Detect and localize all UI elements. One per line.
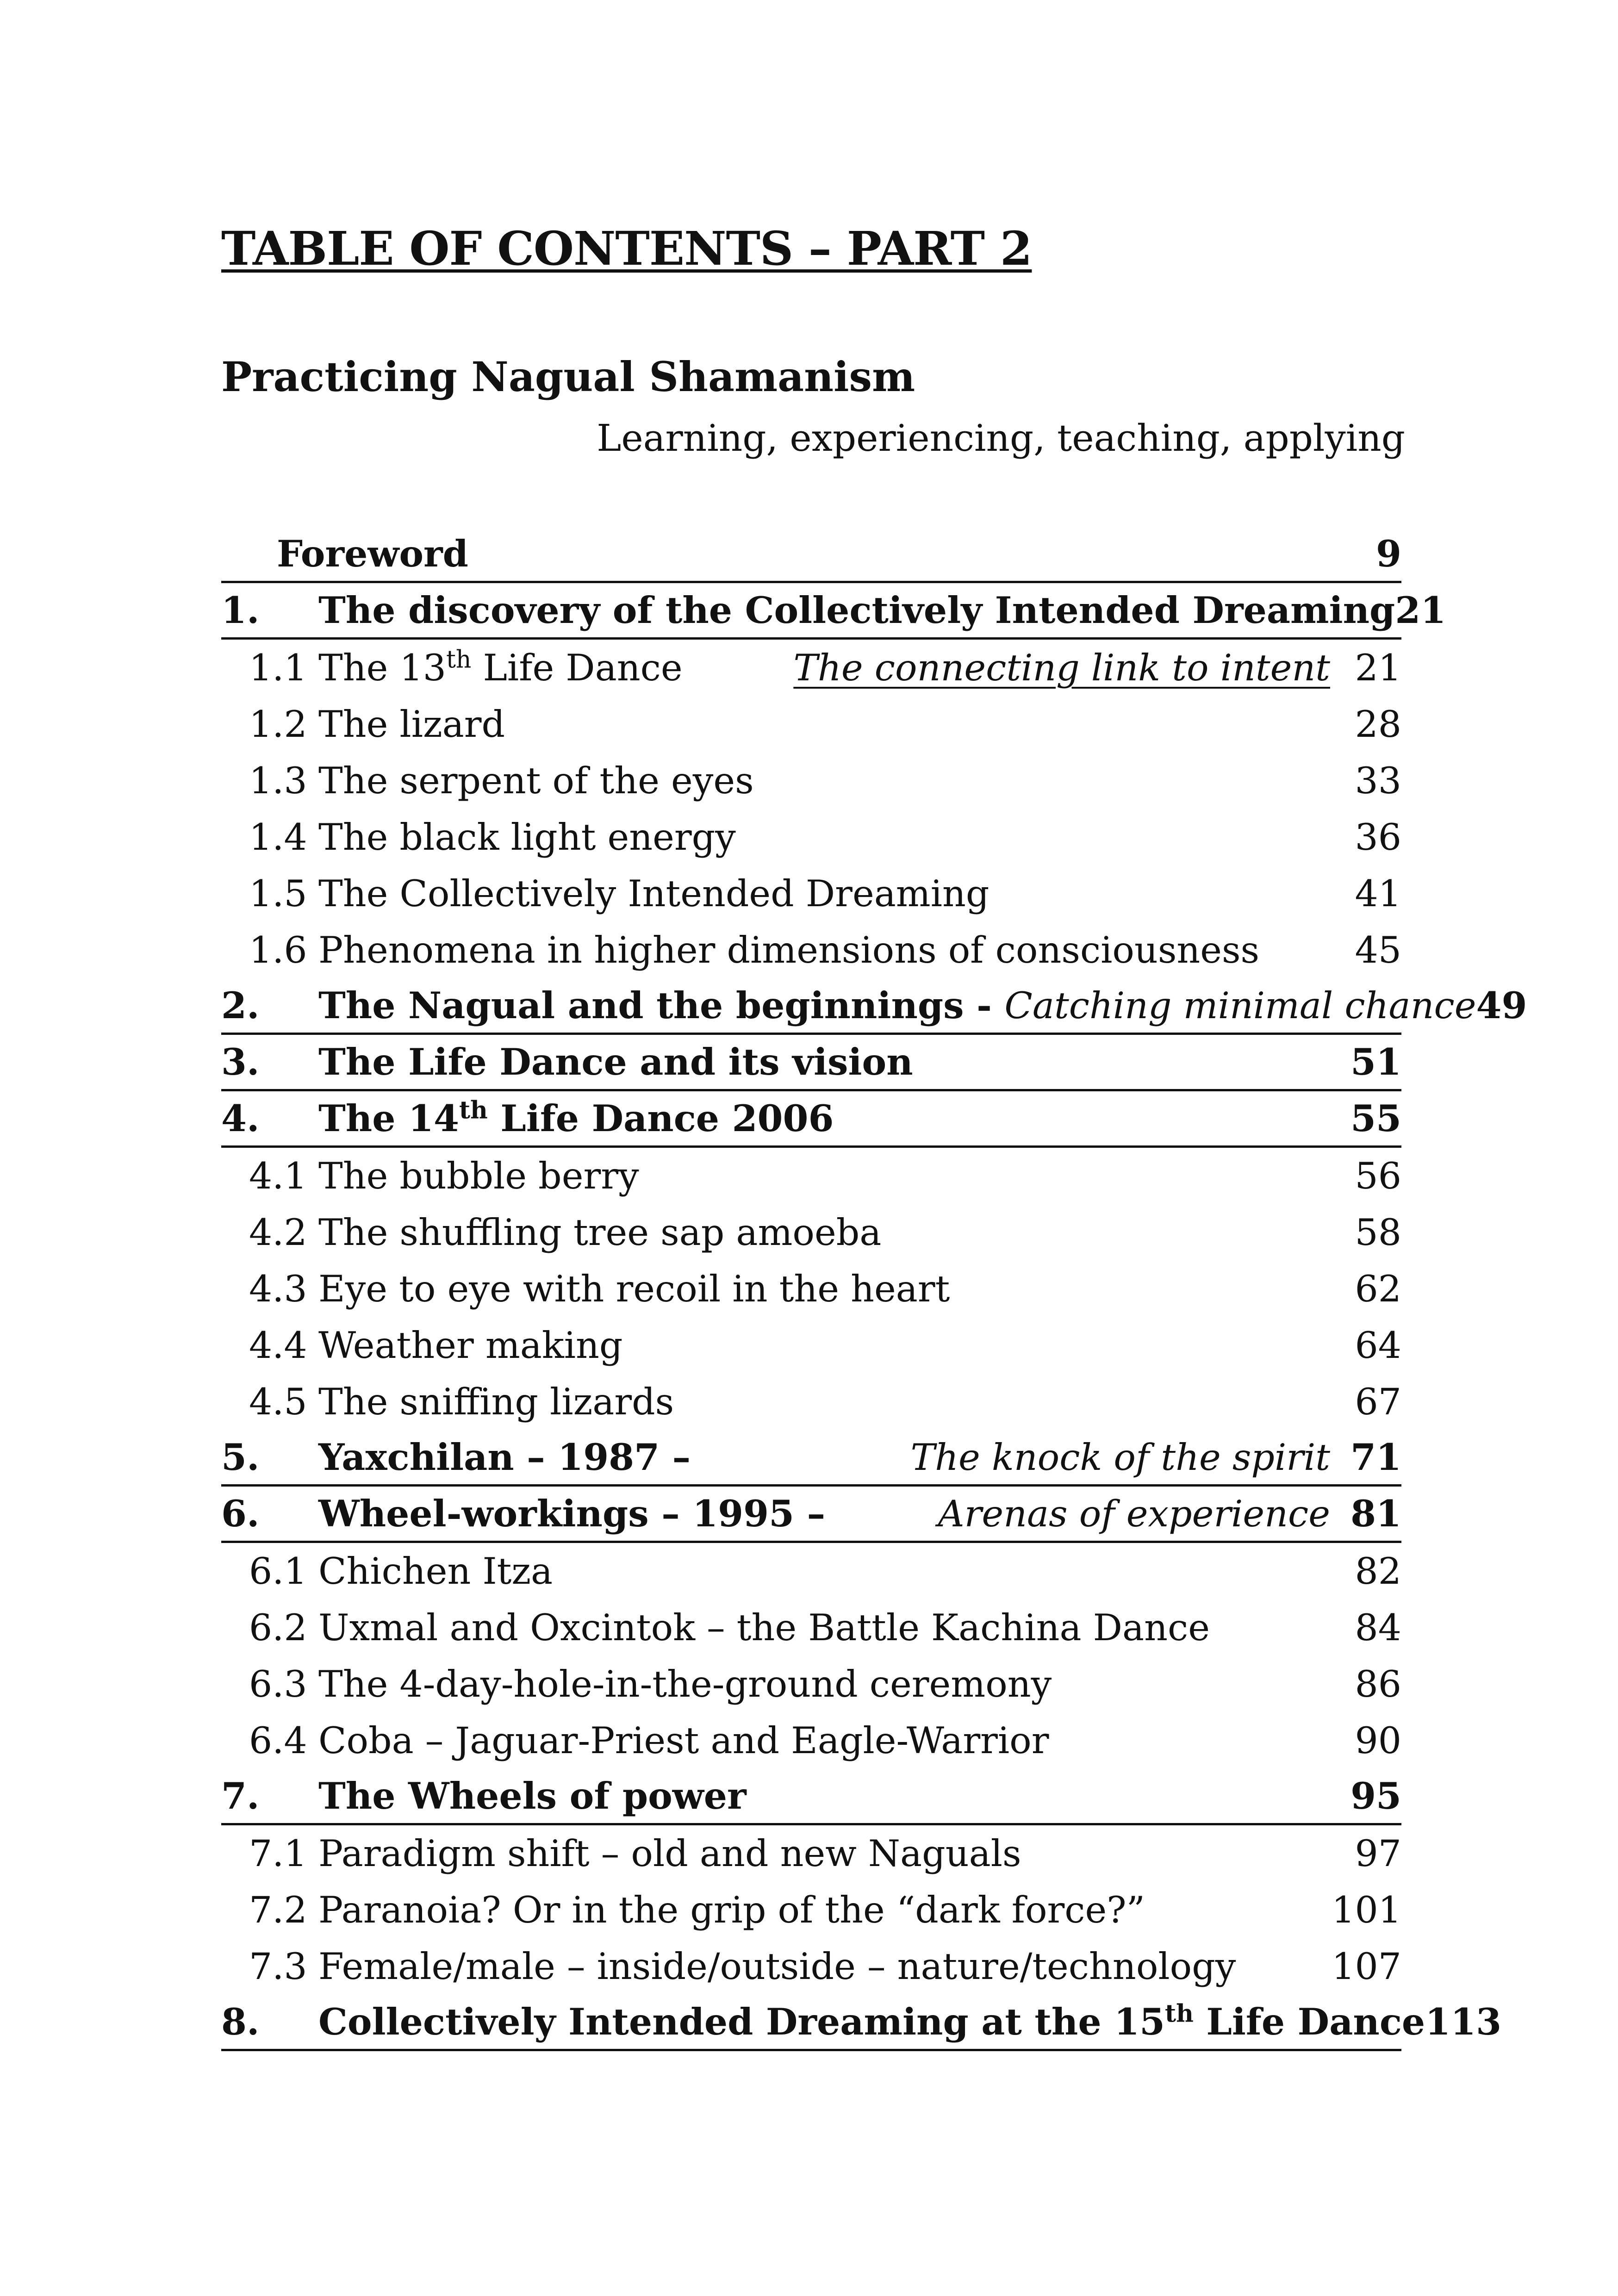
toc-entry-7-1[interactable]: [221, 1825, 1401, 1882]
entry-number: 6.1: [249, 1550, 307, 1593]
entry-title: Chichen Itza: [318, 1550, 553, 1593]
book-subtitle: Practicing Nagual Shamanism: [221, 353, 915, 401]
toc-entry-chapter-7[interactable]: [221, 1769, 1401, 1825]
entry-page-number: 84: [1355, 1606, 1401, 1649]
entry-title: Paradigm shift – old and new Naguals: [318, 1832, 1021, 1875]
entry-page-number: 71: [1350, 1436, 1401, 1479]
entry-note: The connecting link to intent: [793, 647, 1330, 689]
entry-title: The serpent of the eyes: [318, 759, 754, 802]
entry-title: Collectively Intended Dreaming at the 15th Life Dance: [318, 1999, 1425, 2043]
toc-entry-4-4[interactable]: [221, 1317, 1401, 1374]
entry-title: Wheel-workings – 1995 –: [318, 1492, 826, 1535]
entry-page-number: 86: [1355, 1663, 1401, 1705]
toc-entry-chapter-3[interactable]: [221, 1035, 1401, 1091]
entry-page-number: 67: [1355, 1381, 1401, 1423]
entry-title: Uxmal and Oxcintok – the Battle Kachina Dance: [318, 1606, 1210, 1649]
entry-title: Yaxchilan – 1987 –: [318, 1436, 691, 1479]
entry-number: 6.2: [249, 1606, 307, 1649]
entry-page-number: 81: [1350, 1492, 1401, 1535]
entry-page-number: 51: [1350, 1040, 1401, 1083]
toc-entry-chapter-1[interactable]: [221, 583, 1446, 640]
toc-entry-6-3[interactable]: [221, 1656, 1401, 1712]
entry-title: Phenomena in higher dimensions of consciousness: [318, 929, 1260, 971]
toc-entry-7-3[interactable]: [221, 1938, 1401, 1995]
entry-title: The lizard: [318, 703, 505, 746]
toc-entry-6-4[interactable]: [221, 1712, 1401, 1769]
toc-entry-7-2[interactable]: [221, 1882, 1401, 1938]
entry-title: The 13th Life Dance: [318, 646, 683, 689]
entry-number: 1.5: [249, 872, 307, 915]
entry-number: 7.1: [249, 1832, 307, 1875]
entry-page-number: 113: [1425, 2000, 1502, 2043]
entry-title: Female/male – inside/outside – nature/technology: [318, 1945, 1236, 1988]
entry-number: 4.2: [249, 1211, 307, 1254]
entry-title: Eye to eye with recoil in the heart: [318, 1268, 950, 1310]
entry-page-number: 21: [1355, 647, 1401, 689]
toc-entry-chapter-2[interactable]: [221, 978, 1527, 1035]
toc-entry-chapter-8[interactable]: [221, 1995, 1502, 2051]
entry-title: The Collectively Intended Dreaming: [318, 872, 989, 915]
entry-title: The Life Dance and its vision: [318, 1040, 913, 1083]
entry-number: 4.: [221, 1097, 260, 1140]
toc-entry-6-2[interactable]: [221, 1599, 1401, 1656]
toc-entry-4-1[interactable]: [221, 1148, 1401, 1204]
entry-number: 1.4: [249, 816, 307, 859]
entry-page-number: 95: [1350, 1774, 1401, 1817]
entry-page-number: 90: [1355, 1719, 1401, 1762]
toc-entry-4-2[interactable]: [221, 1204, 1401, 1261]
entry-number: 2.: [221, 984, 260, 1027]
entry-page-number: 62: [1355, 1268, 1401, 1310]
entry-note: Catching minimal chance: [1004, 984, 1476, 1027]
entry-title: The 4-day-hole-in-the-ground ceremony: [318, 1663, 1052, 1705]
entry-page-number: 64: [1355, 1324, 1401, 1367]
toc-entry-chapter-6[interactable]: [221, 1487, 1401, 1543]
entry-number: 1.1: [249, 647, 307, 689]
entry-number: 6.: [221, 1492, 260, 1535]
toc-entry-4-5[interactable]: [221, 1374, 1401, 1430]
toc-entry-1-3[interactable]: [221, 753, 1401, 809]
entry-number: 8.: [221, 2000, 260, 2043]
entry-title: The 14th Life Dance 2006: [318, 1096, 834, 1140]
toc-entry-chapter-4[interactable]: [221, 1091, 1401, 1148]
entry-number: 1.2: [249, 703, 307, 746]
entry-number: 4.4: [249, 1324, 307, 1367]
entry-number: 1.6: [249, 929, 307, 971]
entry-page-number: 101: [1332, 1889, 1401, 1931]
entry-page-number: 56: [1355, 1155, 1401, 1197]
entry-number: 6.3: [249, 1663, 307, 1705]
toc-entry-6-1[interactable]: [221, 1543, 1401, 1599]
entry-page-number: 82: [1355, 1550, 1401, 1593]
entry-page-number: 107: [1332, 1945, 1401, 1988]
entry-number: 1.: [221, 589, 260, 632]
toc-entry-1-4[interactable]: [221, 809, 1401, 865]
toc-entry-foreword[interactable]: [221, 527, 1401, 583]
entry-page-number: 58: [1355, 1211, 1401, 1254]
page-title: TABLE OF CONTENTS – PART 2: [221, 221, 1032, 276]
entry-page-number: 33: [1355, 759, 1401, 802]
entry-note: Arenas of experience: [938, 1492, 1330, 1535]
entry-title: Coba – Jaguar-Priest and Eagle-Warrior: [318, 1719, 1049, 1762]
entry-number: 4.1: [249, 1155, 307, 1197]
entry-page-number: 9: [1376, 532, 1401, 575]
entry-number: 1.3: [249, 759, 307, 802]
entry-title: The sniffing lizards: [318, 1381, 674, 1423]
entry-number: 3.: [221, 1040, 260, 1083]
entry-title: Foreword: [277, 532, 468, 575]
entry-number: 4.5: [249, 1381, 307, 1423]
entry-page-number: 41: [1355, 872, 1401, 915]
entry-page-number: 45: [1355, 929, 1401, 971]
toc-entry-4-3[interactable]: [221, 1261, 1401, 1317]
entry-title: The black light energy: [318, 816, 736, 859]
entry-number: 5.: [221, 1436, 260, 1479]
entry-page-number: 21: [1395, 589, 1446, 632]
entry-title: The Wheels of power: [318, 1774, 747, 1817]
entry-page-number: 55: [1350, 1097, 1401, 1140]
entry-number: 6.4: [249, 1719, 307, 1762]
table-of-contents: [221, 527, 1527, 2051]
entry-title: The discovery of the Collectively Intended Dreaming: [318, 589, 1395, 632]
entry-page-number: 36: [1355, 816, 1401, 859]
entry-page-number: 97: [1355, 1832, 1401, 1875]
entry-number: 7.: [221, 1774, 260, 1817]
toc-entry-1-2[interactable]: [221, 696, 1401, 753]
toc-entry-1-1[interactable]: [221, 640, 1401, 696]
book-tagline: Learning, experiencing, teaching, applying: [597, 417, 1405, 460]
entry-note: The knock of the spirit: [910, 1436, 1330, 1479]
entry-title: Paranoia? Or in the grip of the “dark force?”: [318, 1889, 1145, 1931]
entry-number: 7.2: [249, 1889, 307, 1931]
entry-title: The shuffling tree sap amoeba: [318, 1211, 882, 1254]
entry-title: The bubble berry: [318, 1155, 639, 1197]
entry-number: 4.3: [249, 1268, 307, 1310]
toc-entry-1-5[interactable]: [221, 865, 1401, 922]
entry-page-number: 28: [1355, 703, 1401, 746]
entry-title: Weather making: [318, 1324, 623, 1367]
toc-entry-1-6[interactable]: [221, 922, 1401, 978]
toc-entry-chapter-5[interactable]: [221, 1430, 1401, 1487]
entry-title: The Nagual and the beginnings - Catching minimal chance: [318, 984, 1476, 1027]
entry-page-number: 49: [1476, 984, 1527, 1027]
entry-number: 7.3: [249, 1945, 307, 1988]
